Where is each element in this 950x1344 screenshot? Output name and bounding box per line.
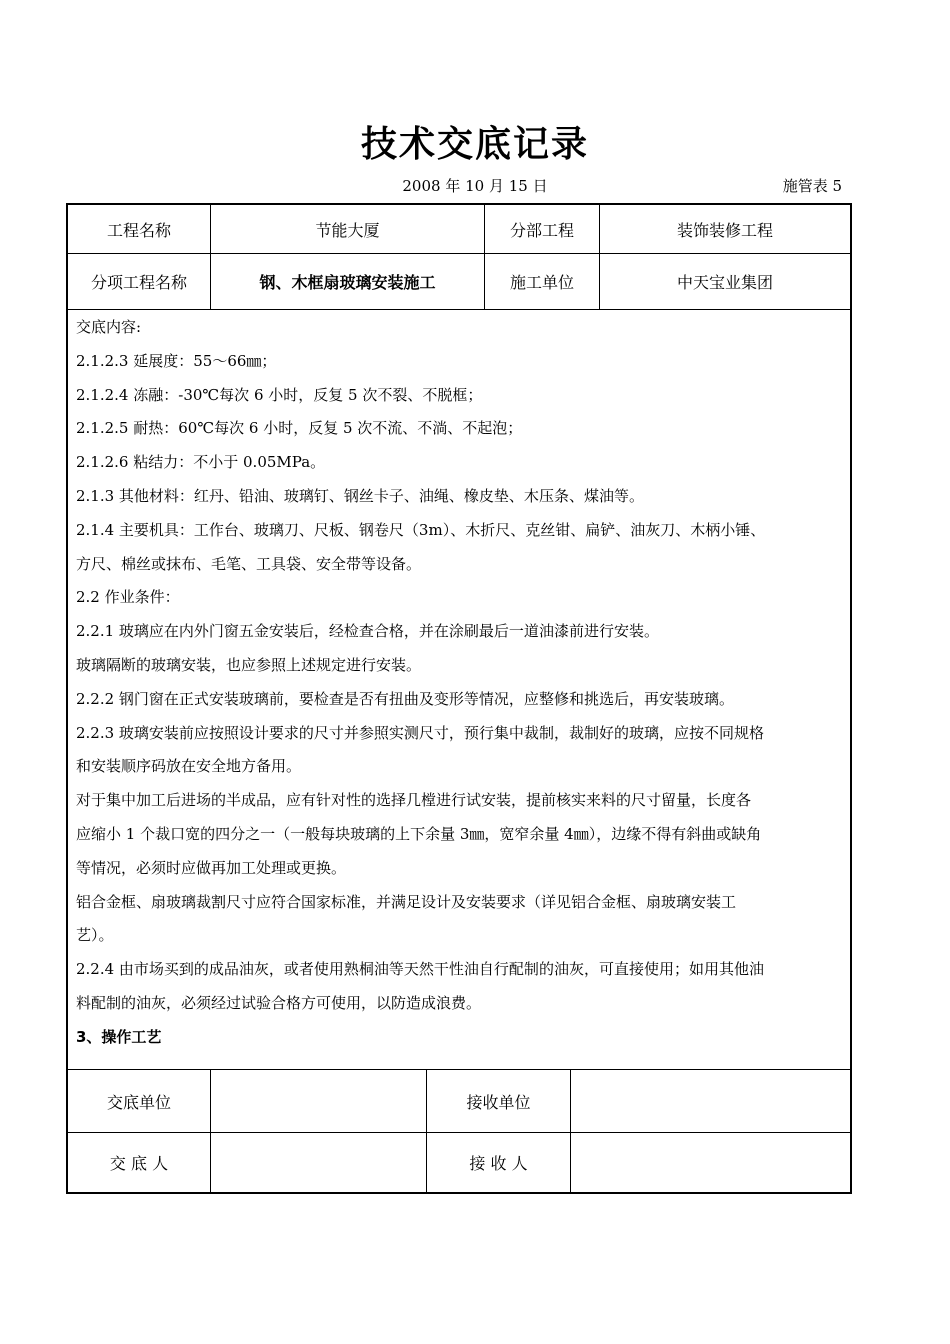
content-line: 应缩小 1 个裁口宽的四分之一（一般每块玻璃的上下余量 3㎜，宽窄余量 4㎜），边缘不得有斜曲或缺角 [76, 824, 762, 843]
content-line: 和安装顺序码放在安全地方备用。 [76, 757, 302, 776]
content-line: 2.1.3 其他材料：红丹、铅油、玻璃钉、钢丝卡子、油绳、橡皮垫、木压条、煤油等。 [76, 486, 644, 505]
division-value: 装饰装修工程 [676, 220, 773, 240]
receiving-person-label: 接 收 人 [427, 1132, 571, 1192]
handover-person-label: 交 底 人 [68, 1132, 211, 1192]
handover-person-field[interactable] [211, 1132, 427, 1192]
division-label: 分部工程 [485, 205, 600, 253]
receiving-unit-label: 接收单位 [427, 1070, 571, 1132]
content-line: 2.2.1 玻璃应在内外门窗五金安装后，经检查合格，并在涂刷最后一道油漆前进行安装。 [76, 622, 659, 641]
handover-unit-label: 交底单位 [68, 1070, 211, 1132]
content-line: 2.1.2.6 粘结力：不小于 0.05MPa。 [76, 453, 326, 472]
header-row-project [68, 205, 850, 254]
project-name-value: 节能大厦 [211, 205, 485, 253]
page-title: 技术交底记录 [360, 124, 589, 165]
content-line: 2.2.4 由市场买到的成品油灰，或者使用熟桐油等天然干性油自行配制的油灰，可直接使用；如用其他油 [76, 960, 764, 979]
header-row-subitem [68, 254, 850, 310]
content-line: 2.1.2.5 耐热：60℃每次 6 小时，反复 5 次不流、不淌、不起泡； [76, 419, 523, 438]
content-line: 艺）。 [76, 926, 114, 945]
record-table [66, 203, 852, 1194]
receiving-person-field[interactable] [571, 1132, 850, 1192]
handover-content [76, 311, 844, 1055]
subitem-name-label: 分项工程名称 [68, 254, 211, 309]
content-line: 2.1.2.4 冻融：-30℃每次 6 小时，反复 5 次不裂、不脱框； [76, 385, 483, 404]
footer-row-units [68, 1069, 850, 1133]
content-line: 料配制的油灰，必须经过试验合格方可使用，以防造成浪费。 [76, 993, 482, 1012]
content-line: 2.2.3 玻璃安装前应按照设计要求的尺寸并参照实测尺寸，预行集中裁制，裁制好的玻璃，应按不同规格 [76, 723, 764, 742]
receiving-unit-field[interactable] [571, 1070, 850, 1132]
form-number: 施管表 5 [782, 177, 842, 195]
contractor-label: 施工单位 [485, 254, 600, 309]
content-line: 对于集中加工后进场的半成品，应有针对性的选择几樘进行试安装，提前核实来料的尺寸留量，长度各 [76, 791, 752, 810]
content-line: 玻璃隔断的玻璃安装，也应参照上述规定进行安装。 [76, 655, 422, 674]
content-line: 铝合金框、扇玻璃裁割尺寸应符合国家标准，并满足设计及安装要求（详见铝合金框、扇玻璃安装工 [76, 892, 737, 911]
content-line: 2.1.4 主要机具：工作台、玻璃刀、尺板、钢卷尺（3m）、木折尺、克丝钳、扁铲、油灰刀、木柄小锤、 [76, 520, 766, 539]
document-date: 2008 年 10 月 15 日 [402, 177, 548, 195]
content-line: 等情况，必须时应做再加工处理或更换。 [76, 858, 347, 877]
content-line: 2.1.2.3 延展度：55～66㎜； [76, 351, 277, 370]
content-line: 2.2 作业条件： [76, 588, 180, 607]
subitem-name-value: 钢、木框扇玻璃安装施工 [211, 254, 485, 309]
project-name-label: 工程名称 [68, 205, 211, 253]
section-heading: 3、操作工艺 [76, 1027, 162, 1046]
contractor-value: 中天宝业集团 [676, 273, 773, 292]
handover-unit-field[interactable] [211, 1070, 427, 1132]
content-line: 交底内容: [76, 318, 142, 336]
content-line: 2.2.2 钢门窗在正式安装玻璃前，要检查是否有扭曲及变形等情况，应整修和挑选后，再安装玻璃。 [76, 689, 734, 708]
content-line: 方尺、棉丝或抹布、毛笔、工具袋、安全带等设备。 [76, 554, 422, 573]
footer-row-persons [68, 1132, 850, 1192]
